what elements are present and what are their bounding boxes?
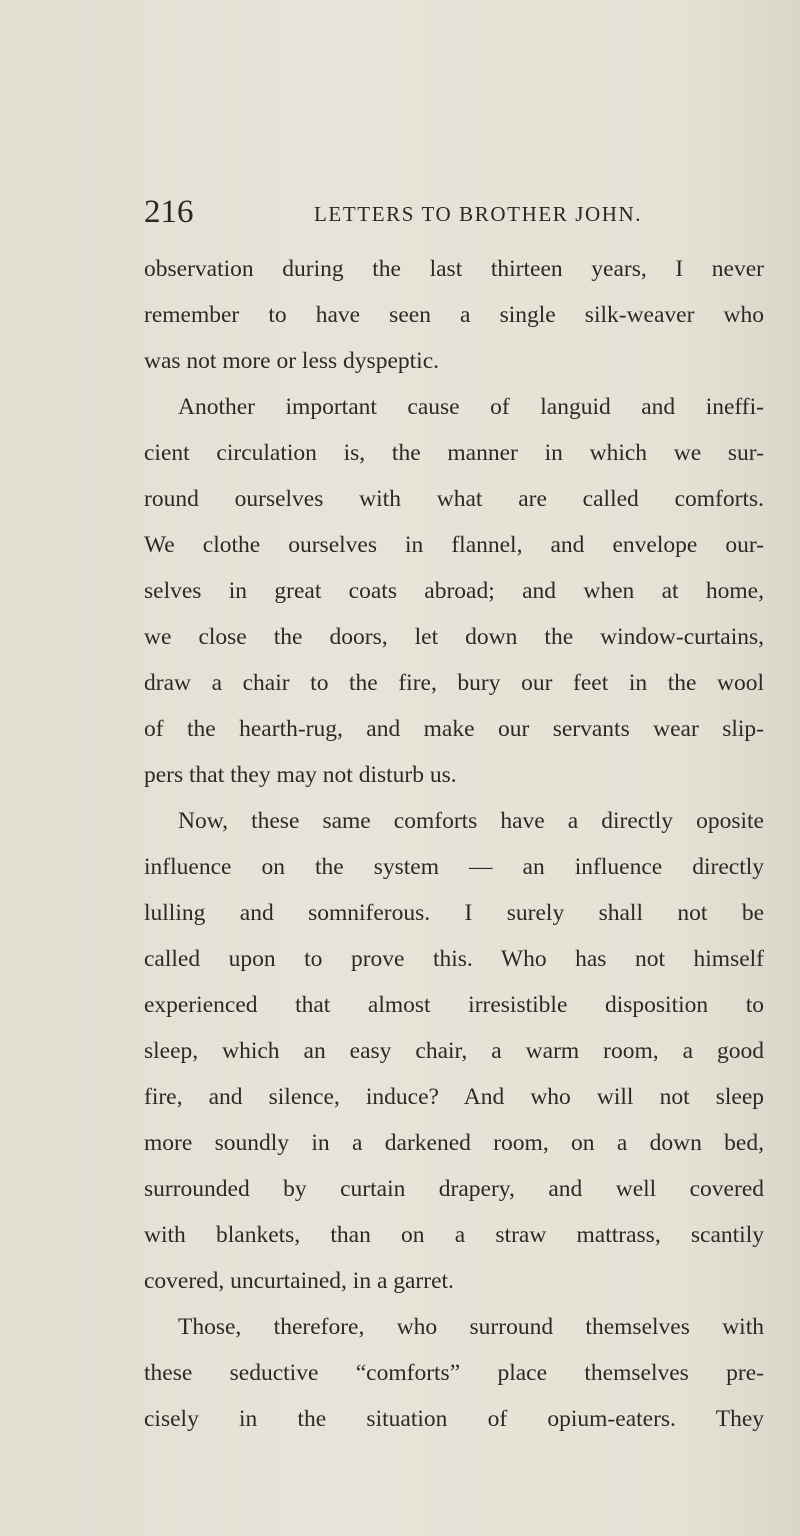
text-line: observation during the last thirteen years, I never: [144, 256, 764, 282]
text-line: cient circulation is, the manner in which we sur-: [144, 440, 764, 466]
text-line: these seductive “comforts” place themselves pre-: [144, 1360, 764, 1386]
text-line: remember to have seen a single silk-weaver who: [144, 302, 764, 328]
text-line: of the hearth-rug, and make our servants wear slip-: [144, 716, 764, 742]
text-line: experienced that almost irresistible disposition to: [144, 992, 764, 1018]
text-line: lulling and somniferous. I surely shall not be: [144, 900, 764, 926]
running-title: LETTERS TO BROTHER JOHN.: [314, 202, 643, 226]
text-line: covered, uncurtained, in a garret.: [144, 1268, 454, 1294]
running-head: [144, 192, 764, 232]
text-line: fire, and silence, induce? And who will not sleep: [144, 1084, 764, 1110]
text-line: pers that they may not disturb us.: [144, 762, 457, 788]
text-line: called upon to prove this. Who has not himself: [144, 946, 764, 972]
text-line: Now, these same comforts have a directly oposite: [178, 808, 764, 834]
text-line: We clothe ourselves in flannel, and envelope our-: [144, 532, 764, 558]
text-line: Another important cause of languid and ineffi-: [178, 394, 764, 420]
text-line: round ourselves with what are called comforts.: [144, 486, 764, 512]
text-line: was not more or less dyspeptic.: [144, 348, 440, 374]
text-line: more soundly in a darkened room, on a down bed,: [144, 1130, 764, 1156]
text-line: surrounded by curtain drapery, and well covered: [144, 1176, 764, 1202]
page-number: 216: [144, 194, 194, 230]
text-line: sleep, which an easy chair, a warm room, a good: [144, 1038, 764, 1064]
text-line: selves in great coats abroad; and when at home,: [144, 578, 764, 604]
text-line: draw a chair to the fire, bury our feet in the wool: [144, 670, 764, 696]
text-line: we close the doors, let down the window-curtains,: [144, 624, 764, 650]
body-text: [144, 246, 764, 1442]
text-line: influence on the system — an influence directly: [144, 854, 764, 880]
text-line: with blankets, than on a straw mattrass, scantily: [144, 1222, 764, 1248]
text-line: cisely in the situation of opium-eaters. They: [144, 1406, 764, 1432]
text-line: Those, therefore, who surround themselves with: [178, 1314, 764, 1340]
